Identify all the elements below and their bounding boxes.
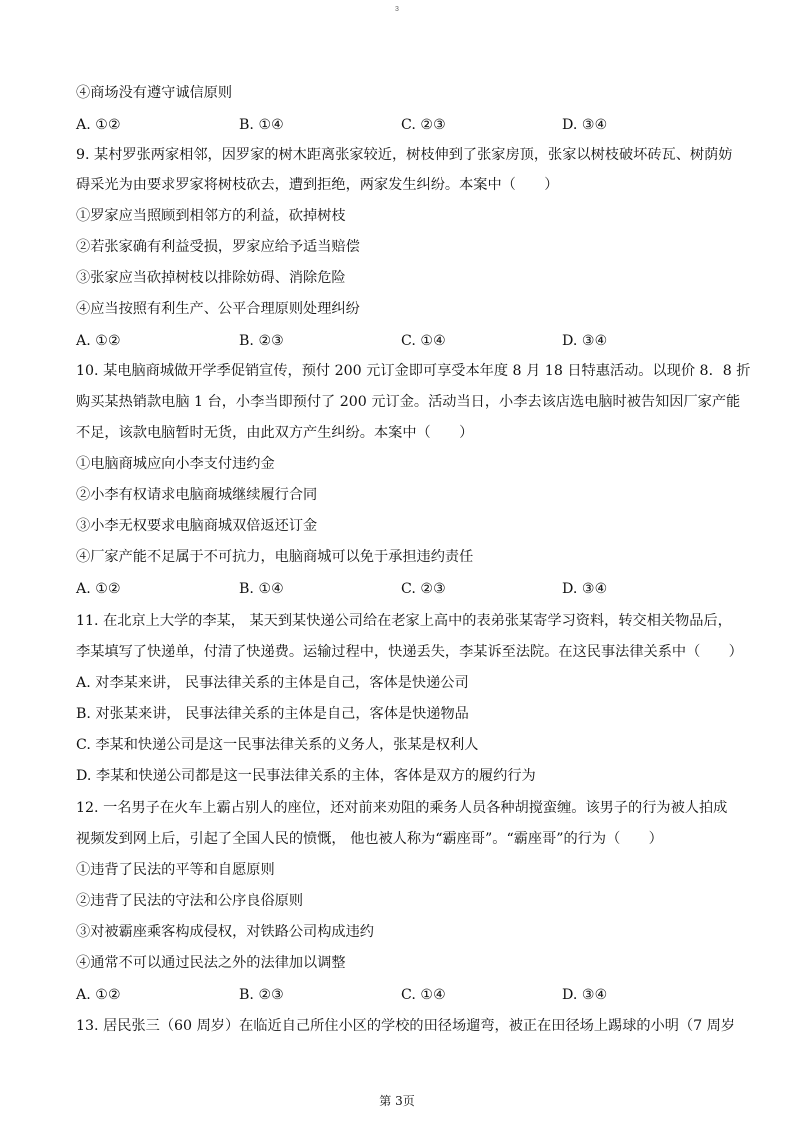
q9-stem-line-1: 9. 某村罗张两家相邻，因罗家的树木距离张家较近，树枝伸到了张家房顶，张家以树枝破坏砖瓦、树荫妨 (76, 147, 733, 163)
q10-stem-line-2: 购买某热销款电脑 1 台，小李当即预付了 200 元订金。活动当日，小李去该店选电脑时被告知因厂家产能 (76, 394, 741, 410)
q11-stem-line-2: 李某填写了快递单，付清了快递费。运输过程中，快递丢失，李某诉至法院。在这民事法律关系中（ ） (76, 644, 743, 660)
q12-option-a: A. ①② (76, 987, 121, 1003)
q9-item-4: ④应当按照有利生产、公平合理原则处理纠纷 (76, 301, 360, 317)
q12-stem-line-2: 视频发到网上后，引起了全国人民的愤慨， 他也被人称为“霸座哥”。“霸座哥”的行为（ ） (76, 831, 663, 847)
q11-choice-a: A. 对李某来讲， 民事法律关系的主体是自己，客体是快递公司 (76, 675, 469, 691)
q10-option-c: C. ②③ (401, 581, 446, 597)
q12-item-3: ③对被霸座乘客构成侵权，对铁路公司构成违约 (76, 924, 374, 940)
q9-option-a: A. ①② (76, 333, 121, 349)
q12-item-4: ④通常不可以通过民法之外的法律加以调整 (76, 955, 346, 971)
q11-choice-d: D. 李某和快递公司都是这一民事法律关系的主体，客体是双方的履约行为 (76, 768, 536, 784)
q9-option-c: C. ①④ (401, 333, 446, 349)
q11-choice-b: B. 对张某来讲， 民事法律关系的主体是自己，客体是快递物品 (76, 706, 469, 722)
q10-item-4: ④厂家产能不足属于不可抗力，电脑商城可以免于承担违约责任 (76, 549, 474, 565)
q12-item-1: ①违背了民法的平等和自愿原则 (76, 862, 275, 878)
q12-option-b: B. ②③ (239, 987, 284, 1003)
q10-item-2: ②小李有权请求电脑商城继续履行合同 (76, 487, 318, 503)
q12-option-c: C. ①④ (401, 987, 446, 1003)
q11-choice-c: C. 李某和快递公司是这一民事法律关系的义务人，张某是权利人 (76, 737, 479, 753)
q12-option-d: D. ③④ (562, 987, 608, 1003)
q10-option-b: B. ①④ (239, 581, 284, 597)
q10-stem-line-1: 10. 某电脑商城做开学季促销宣传，预付 200 元订金即可享受本年度 8 月 18 日特惠活动。以现价 8．8 折 (76, 363, 751, 379)
page-number: 第 3页 (379, 1094, 415, 1108)
page-header-mark: 3 (395, 6, 399, 13)
q11-stem-line-1: 11. 在北京上大学的李某， 某天到某快递公司给在老家上高中的表弟张某寄学习资料，转交相关物品后， (76, 613, 732, 629)
q9-option-d: D. ③④ (562, 333, 608, 349)
q9-item-2: ②若张家确有利益受损，罗家应给予适当赔偿 (76, 239, 360, 255)
q10-stem-line-3: 不足，该款电脑暂时无货，由此双方产生纠纷。本案中（ ） (76, 425, 474, 441)
q8-option-b: B. ①④ (239, 117, 284, 133)
q8-option-c: C. ②③ (401, 117, 446, 133)
q13-stem-line-1: 13. 居民张三（60 周岁）在临近自己所住小区的学校的田径场遛弯，被正在田径场上踢球的小明（7 周岁 (76, 1018, 736, 1034)
q8-option-d: D. ③④ (562, 117, 608, 133)
q9-item-3: ③张家应当砍掉树枝以排除妨碍、消除危险 (76, 270, 346, 286)
q8-option-a: A. ①② (76, 117, 121, 133)
q12-item-2: ②违背了民法的守法和公序良俗原则 (76, 893, 304, 909)
q10-item-1: ①电脑商城应向小李支付违约金 (76, 456, 275, 472)
q9-item-1: ①罗家应当照顾到相邻方的利益，砍掉树枝 (76, 208, 346, 224)
q10-item-3: ③小李无权要求电脑商城双倍返还订金 (76, 518, 318, 534)
q8-item-4: ④商场没有遵守诚信原则 (76, 85, 233, 101)
q9-stem-line-2: 碍采光为由要求罗家将树枝砍去，遭到拒绝，两家发生纠纷。本案中（ ） (76, 177, 559, 193)
q10-option-d: D. ③④ (562, 581, 608, 597)
q10-option-a: A. ①② (76, 581, 121, 597)
q12-stem-line-1: 12. 一名男子在火车上霸占别人的座位，还对前来劝阻的乘务人员各种胡搅蛮缠。该男子的行为被人拍成 (76, 800, 728, 816)
q9-option-b: B. ②③ (239, 333, 284, 349)
